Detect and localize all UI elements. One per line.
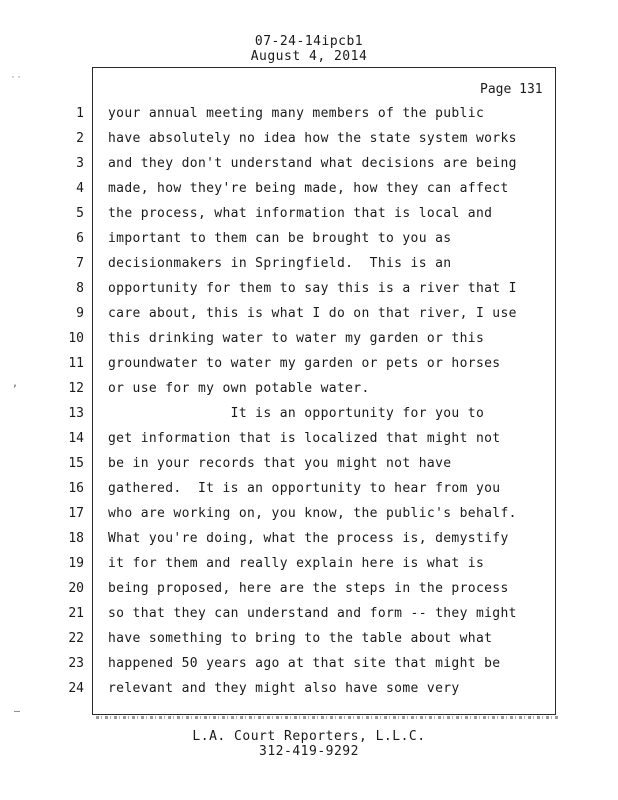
line-text: who are working on, you know, the public's behalf. [108, 506, 517, 521]
line-text: being proposed, here are the steps in the process [108, 581, 509, 596]
transcript-line [0, 306, 618, 326]
line-number: 2 [76, 131, 84, 146]
transcript-line [0, 406, 618, 426]
line-text: and they don't understand what decisions are being [108, 156, 517, 171]
line-text: made, how they're being made, how they can affect [108, 181, 509, 196]
line-number: 24 [68, 681, 84, 696]
line-text: important to them can be brought to you as [108, 231, 452, 246]
line-number: 12 [68, 381, 84, 396]
line-text: gathered. It is an opportunity to hear from you [108, 481, 501, 496]
scan-artifact-line [96, 716, 558, 719]
case-number-header: 07-24-14ipcb1 [254, 34, 364, 49]
transcript-line [0, 331, 618, 351]
transcript-line [0, 206, 618, 226]
line-text: have something to bring to the table about what [108, 631, 493, 646]
line-number: 6 [76, 231, 84, 246]
transcript-line [0, 156, 618, 176]
transcript-line [0, 106, 618, 126]
line-number: 16 [68, 481, 84, 496]
transcript-line [0, 656, 618, 676]
transcript-line [0, 556, 618, 576]
line-number: 13 [68, 406, 84, 421]
transcript-line [0, 481, 618, 501]
line-number: 23 [68, 656, 84, 671]
line-number: 5 [76, 206, 84, 221]
line-text: get information that is localized that might not [108, 431, 501, 446]
page-label: Page 131 [480, 82, 543, 97]
transcript-line [0, 631, 618, 651]
transcript-line [0, 581, 618, 601]
scan-speck: – [14, 706, 21, 717]
line-text: happened 50 years ago at that site that might be [108, 656, 501, 671]
transcript-line [0, 606, 618, 626]
line-number: 18 [68, 531, 84, 546]
line-number: 22 [68, 631, 84, 646]
line-number: 20 [68, 581, 84, 596]
line-number: 1 [76, 106, 84, 121]
line-text: care about, this is what I do on that river, I use [108, 306, 517, 321]
line-text: or use for my own potable water. [108, 381, 370, 396]
transcript-line [0, 131, 618, 151]
line-number: 9 [76, 306, 84, 321]
reporter-phone: 312-419-9292 [259, 744, 359, 759]
line-number: 19 [68, 556, 84, 571]
line-text: this drinking water to water my garden or this [108, 331, 485, 346]
line-text: be in your records that you might not have [108, 456, 452, 471]
line-text: it for them and really explain here is what is [108, 556, 485, 571]
line-number: 7 [76, 256, 84, 271]
transcript-line [0, 531, 618, 551]
line-text: so that they can understand and form -- they might [108, 606, 517, 621]
line-text: What you're doing, what the process is, demystify [108, 531, 509, 546]
line-text: groundwater to water my garden or pets or horses [108, 356, 501, 371]
line-number: 17 [68, 506, 84, 521]
line-number: 3 [76, 156, 84, 171]
transcript-line [0, 681, 618, 701]
line-number: 4 [76, 181, 84, 196]
line-text: opportunity for them to say this is a river that I [108, 281, 517, 296]
transcript-line [0, 181, 618, 201]
transcript-line [0, 256, 618, 276]
line-text: relevant and they might also have some very [108, 681, 460, 696]
line-number: 14 [68, 431, 84, 446]
scan-speck: ˙˙ [10, 76, 23, 87]
line-text: decisionmakers in Springfield. This is an [108, 256, 452, 271]
line-number: 15 [68, 456, 84, 471]
date-header: August 4, 2014 [250, 49, 368, 64]
line-text: It is an opportunity for you to [108, 406, 485, 421]
line-text: your annual meeting many members of the public [108, 106, 485, 121]
line-text: have absolutely no idea how the state system works [108, 131, 517, 146]
transcript-line [0, 431, 618, 451]
line-number: 8 [76, 281, 84, 296]
line-number: 21 [68, 606, 84, 621]
line-number: 10 [68, 331, 84, 346]
transcript-line [0, 356, 618, 376]
scan-speck: , [12, 378, 19, 389]
transcript-line [0, 506, 618, 526]
transcript-line [0, 381, 618, 401]
transcript-line [0, 231, 618, 251]
line-text: the process, what information that is local and [108, 206, 493, 221]
line-number: 11 [68, 356, 84, 371]
transcript-line [0, 456, 618, 476]
transcript-line [0, 281, 618, 301]
reporter-company: L.A. Court Reporters, L.L.C. [192, 729, 426, 744]
